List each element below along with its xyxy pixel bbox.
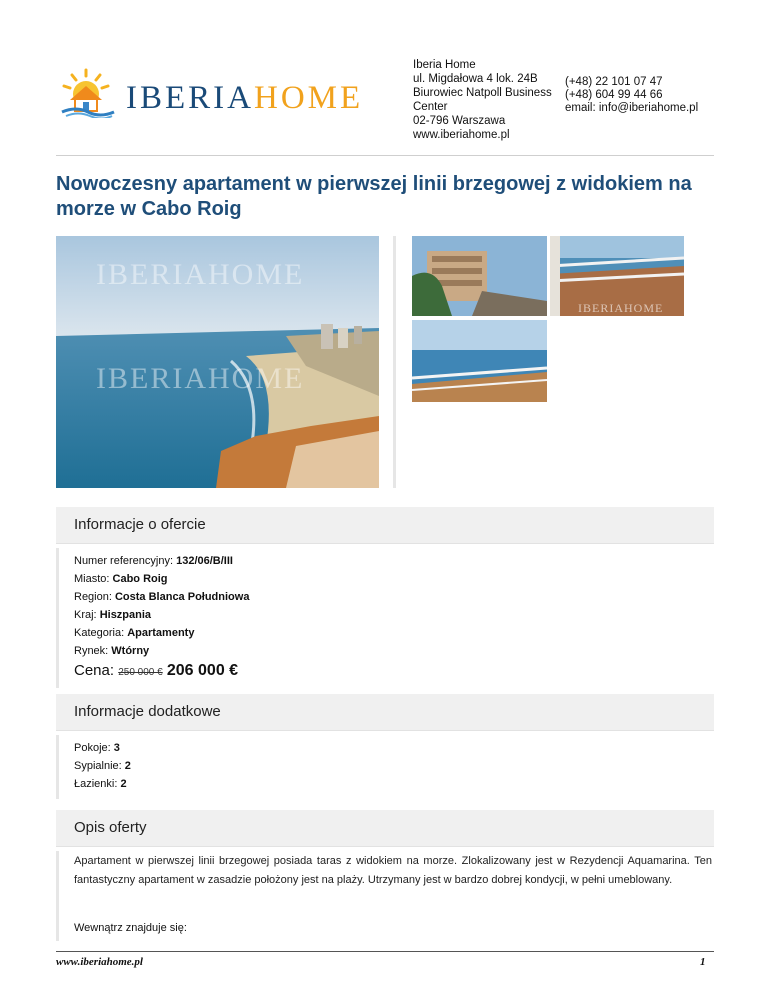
main-photo[interactable] (56, 236, 379, 488)
phone-2: (+48) 604 99 44 66 (565, 89, 663, 101)
address-line: ul. Migdałowa 4 lok. 24B (413, 73, 538, 85)
description-header (56, 810, 714, 847)
section-bar (56, 735, 59, 799)
section-bar (56, 548, 59, 688)
country: Kraj: Hiszpania (74, 609, 152, 621)
description-subheading: Wewnątrz znajduje się: (74, 922, 187, 934)
market: Rynek: Wtórny (74, 645, 150, 657)
address-line: Biurowiec Natpoll Business (413, 87, 552, 99)
brand-logo (56, 66, 376, 116)
watermark-text: IBERIAHOME (96, 362, 305, 395)
phone-1: (+48) 22 101 07 47 (565, 76, 663, 88)
footer-website[interactable]: www.iberiahome.pl (56, 956, 143, 968)
footer-divider (56, 951, 714, 952)
address-line: Iberia Home (413, 59, 476, 71)
gallery-divider (393, 236, 396, 488)
company-address (413, 58, 552, 142)
region: Region: Costa Blanca Południowa (74, 591, 250, 603)
thumbnail-3[interactable] (412, 320, 547, 402)
description-text: Apartament w pierwszej linii brzegowej posiada taras z widokiem na morze. Zlokalizowany jest w Rezydencji Aquamarina. Ten fantastyczny apartament w zasadzie położony jest na plaży. Utrzymany jest w bardzo dobrej kondycji, w pełni umeblowany. (74, 855, 712, 886)
current-price: 206 000 € (166, 662, 239, 679)
category: Kategoria: Apartamenty (74, 627, 195, 639)
section-title: Informacje o ofercie (74, 516, 206, 533)
website-link[interactable]: www.iberiahome.pl (413, 129, 510, 141)
email: email: info@iberiahome.pl (565, 102, 699, 114)
watermark-text: IBERIAHOME (578, 301, 664, 315)
section-title: Opis oferty (74, 819, 147, 836)
section-bar (56, 851, 59, 941)
sea-view-image (412, 320, 547, 402)
beach-view-image (56, 236, 379, 488)
watermark-text: IBERIAHOME (96, 258, 305, 291)
section-title: Informacje dodatkowe (74, 703, 221, 720)
sun-house-icon (56, 66, 122, 118)
bedrooms: Sypialnie: 2 (74, 760, 131, 772)
bathrooms: Łazienki: 2 (74, 778, 127, 790)
price-label: Cena: (74, 662, 119, 679)
old-price: 250 000 € (118, 667, 163, 678)
building-image (412, 236, 547, 316)
page-title: Nowoczesny apartament w pierwszej linii brzegowej z widokiem na morze w Cabo Roig (56, 173, 692, 220)
page-number: 1 (700, 956, 706, 968)
rooms: Pokoje: 3 (74, 742, 120, 754)
thumbnail-2[interactable] (550, 236, 684, 316)
company-contact (565, 76, 698, 115)
address-line: 02-796 Warszawa (413, 115, 506, 127)
reference-number: Numer referencyjny: 132/06/B/III (74, 555, 233, 567)
thumbnail-1[interactable] (412, 236, 547, 316)
price (74, 662, 238, 680)
city: Miasto: Cabo Roig (74, 573, 168, 585)
extra-info-header (56, 694, 714, 731)
header-divider (56, 155, 714, 156)
balcony-image (550, 236, 684, 316)
offer-info-header (56, 507, 714, 544)
logo-wordmark: IBERIAHOME (126, 80, 364, 116)
address-line: Center (413, 101, 448, 113)
